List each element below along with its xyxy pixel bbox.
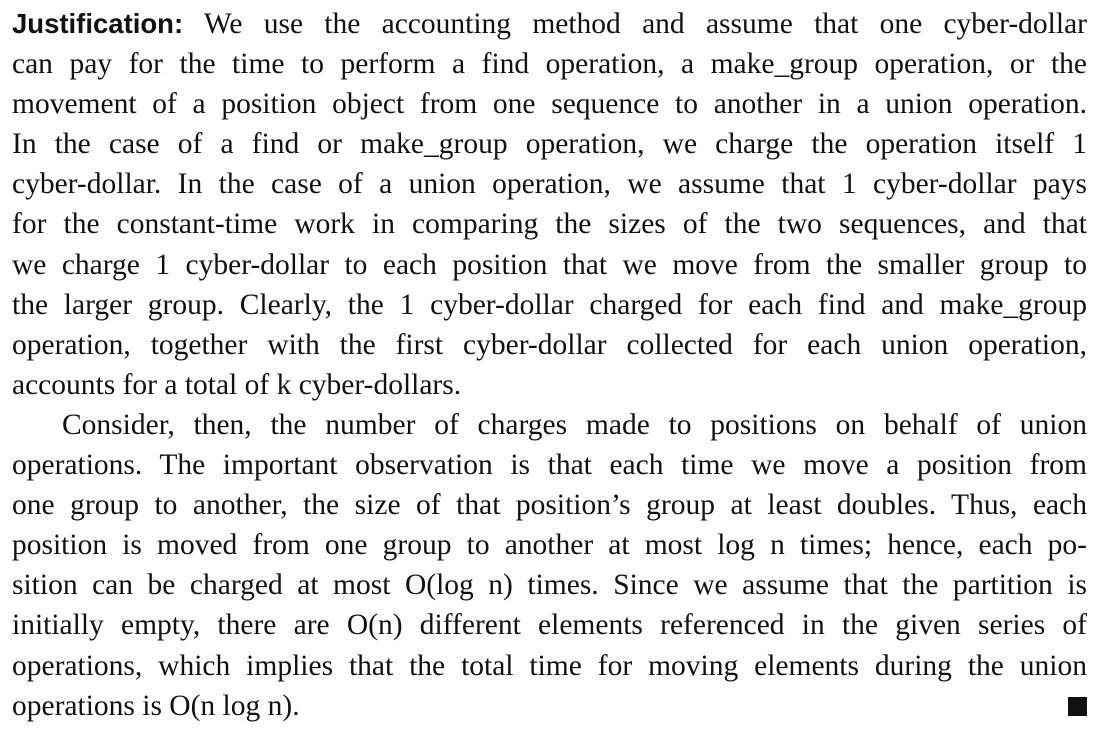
analysis-line-2: operations. The important observation is that each time we move a position from <box>12 449 1087 482</box>
justification-line-10: accounts for a total of k cyber-dollars. <box>12 368 462 401</box>
justification-line-7: we charge 1 cyber-dollar to each position that we move from the smaller group to <box>12 248 1087 281</box>
justification-line-4: In the case of a find or make_group operation, we charge the operation itself 1 <box>12 128 1087 161</box>
analysis-line-7: operations, which implies that the total time for moving elements during the union <box>12 649 1087 682</box>
justification-line-6: for the constant-time work in comparing the sizes of the two sequences, and that <box>12 208 1087 241</box>
final-text: operations is O(n log n). <box>12 689 300 722</box>
analysis-line-6: initially empty, there are O(n) different elements referenced in the given series of <box>12 609 1087 642</box>
analysis-line-1: Consider, then, the number of charges made to positions on behalf of union <box>62 408 1087 441</box>
justification-paragraph <box>12 4 1087 405</box>
analysis-line-4: position is moved from one group to another at most log n times; hence, each po- <box>12 529 1087 562</box>
justification-line-5: cyber-dollar. In the case of a union operation, we assume that 1 cyber-dollar pays <box>12 168 1087 201</box>
analysis-line-3: one group to another, the size of that position’s group at least doubles. Thus, each <box>12 489 1087 522</box>
justification-line-8: the larger group. Clearly, the 1 cyber-dollar charged for each find and make_group <box>12 288 1087 321</box>
text-run: We use the accounting method and assume that one cyber-dollar <box>183 8 1087 40</box>
analysis-line-5: sition can be charged at most O(log n) times. Since we assume that the partition is <box>12 569 1087 602</box>
justification-line-9: operation, together with the first cyber-dollar collected for each union operation, <box>12 328 1087 361</box>
analysis-paragraph <box>12 405 1087 726</box>
document-page <box>12 4 1087 726</box>
analysis-line-8 <box>12 686 1087 726</box>
qed-square-icon <box>1068 697 1087 716</box>
justification-line-2: can pay for the time to perform a find operation, a make_group operation, or the <box>12 48 1087 81</box>
justification-line-3: movement of a position object from one sequence to another in a union operation. <box>12 88 1087 121</box>
justification-heading: Justification: <box>12 8 184 39</box>
justification-line-1 <box>12 4 1087 44</box>
